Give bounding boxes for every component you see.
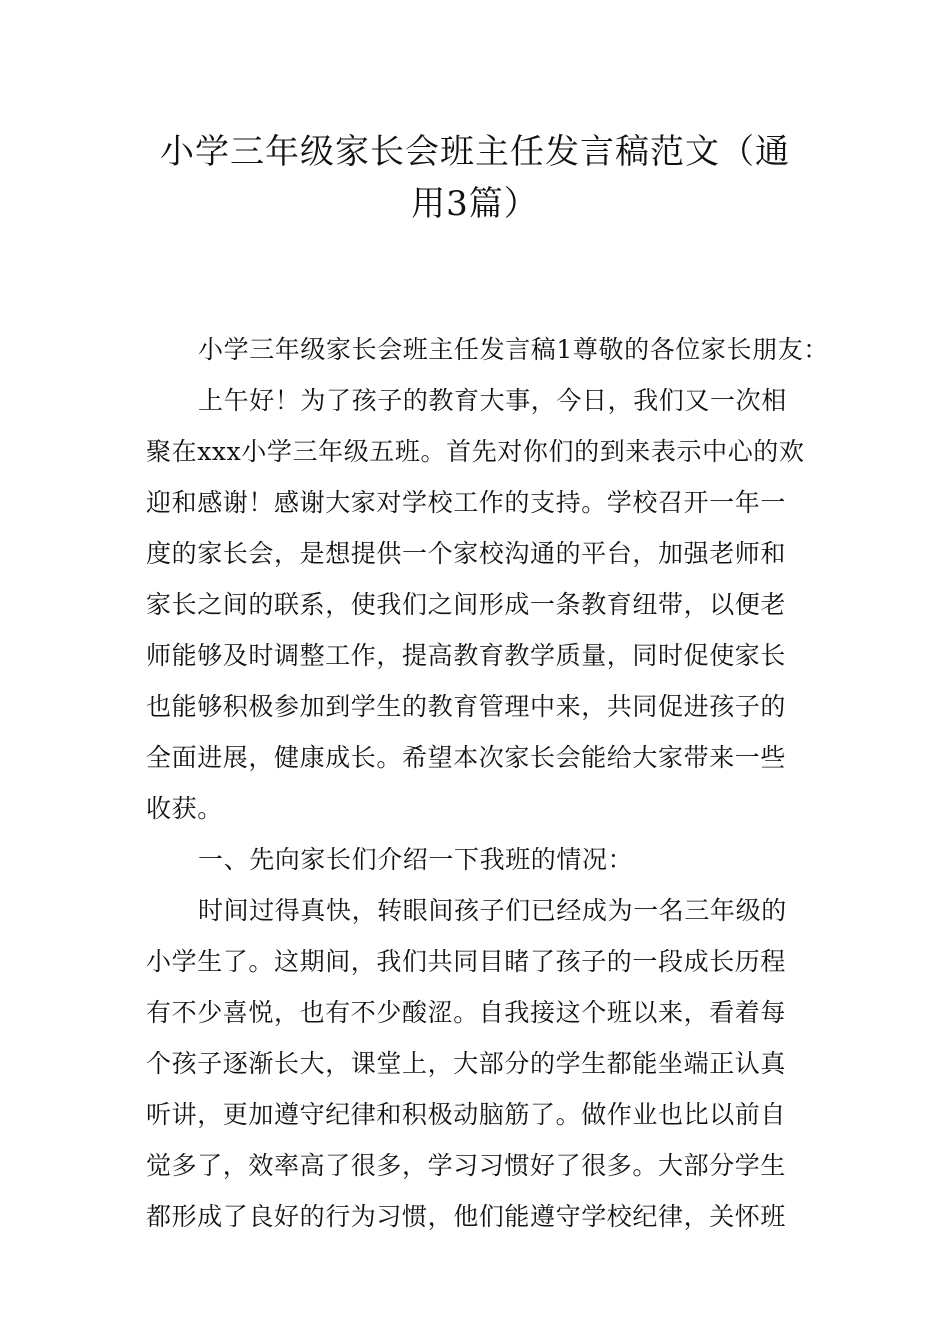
- text-line: 听讲，更加遵守纪律和积极动脑筋了。做作业也比以前自: [146, 1100, 787, 1129]
- text-line: 有不少喜悦，也有不少酸涩。自我接这个班以来，看着每: [146, 998, 787, 1027]
- text-line: 一、先向家长们介绍一下我班的情况：: [198, 845, 634, 874]
- text-line: 聚在xxx小学三年级五班。首先对你们的到来表示中心的欢: [146, 437, 805, 466]
- text-line: 小学三年级家长会班主任发言稿1尊敬的各位家长朋友：: [198, 335, 829, 364]
- text-line: 家长之间的联系，使我们之间形成一条教育纽带，以便老: [146, 590, 787, 619]
- document-body: [146, 324, 829, 1242]
- text-line: 全面进展，健康成长。希望本次家长会能给大家带来一些: [146, 743, 787, 772]
- document-title: [120, 126, 830, 230]
- text-line: 都形成了良好的行为习惯，他们能遵守学校纪律，关怀班: [146, 1202, 787, 1231]
- text-line: 小学生了。这期间，我们共同目睹了孩子的一段成长历程: [146, 947, 787, 976]
- text-line: 师能够及时调整工作，提高教育教学质量，同时促使家长: [146, 641, 787, 670]
- text-line: 上午好！为了孩子的教育大事，今日，我们又一次相: [198, 386, 787, 415]
- text-line: 时间过得真快，转眼间孩子们已经成为一名三年级的: [198, 896, 787, 925]
- title-line-1: 小学三年级家长会班主任发言稿范文（通: [160, 132, 790, 172]
- text-line: 觉多了，效率高了很多，学习习惯好了很多。大部分学生: [146, 1151, 787, 1180]
- title-line-2: 用3篇）: [411, 184, 539, 224]
- text-line: 收获。: [146, 794, 223, 823]
- text-line: 度的家长会，是想提供一个家校沟通的平台，加强老师和: [146, 539, 787, 568]
- text-line: 迎和感谢！感谢大家对学校工作的支持。学校召开一年一: [146, 488, 787, 517]
- text-line: 也能够积极参加到学生的教育管理中来，共同促进孩子的: [146, 692, 787, 721]
- text-line: 个孩子逐渐长大，课堂上，大部分的学生都能坐端正认真: [146, 1049, 787, 1078]
